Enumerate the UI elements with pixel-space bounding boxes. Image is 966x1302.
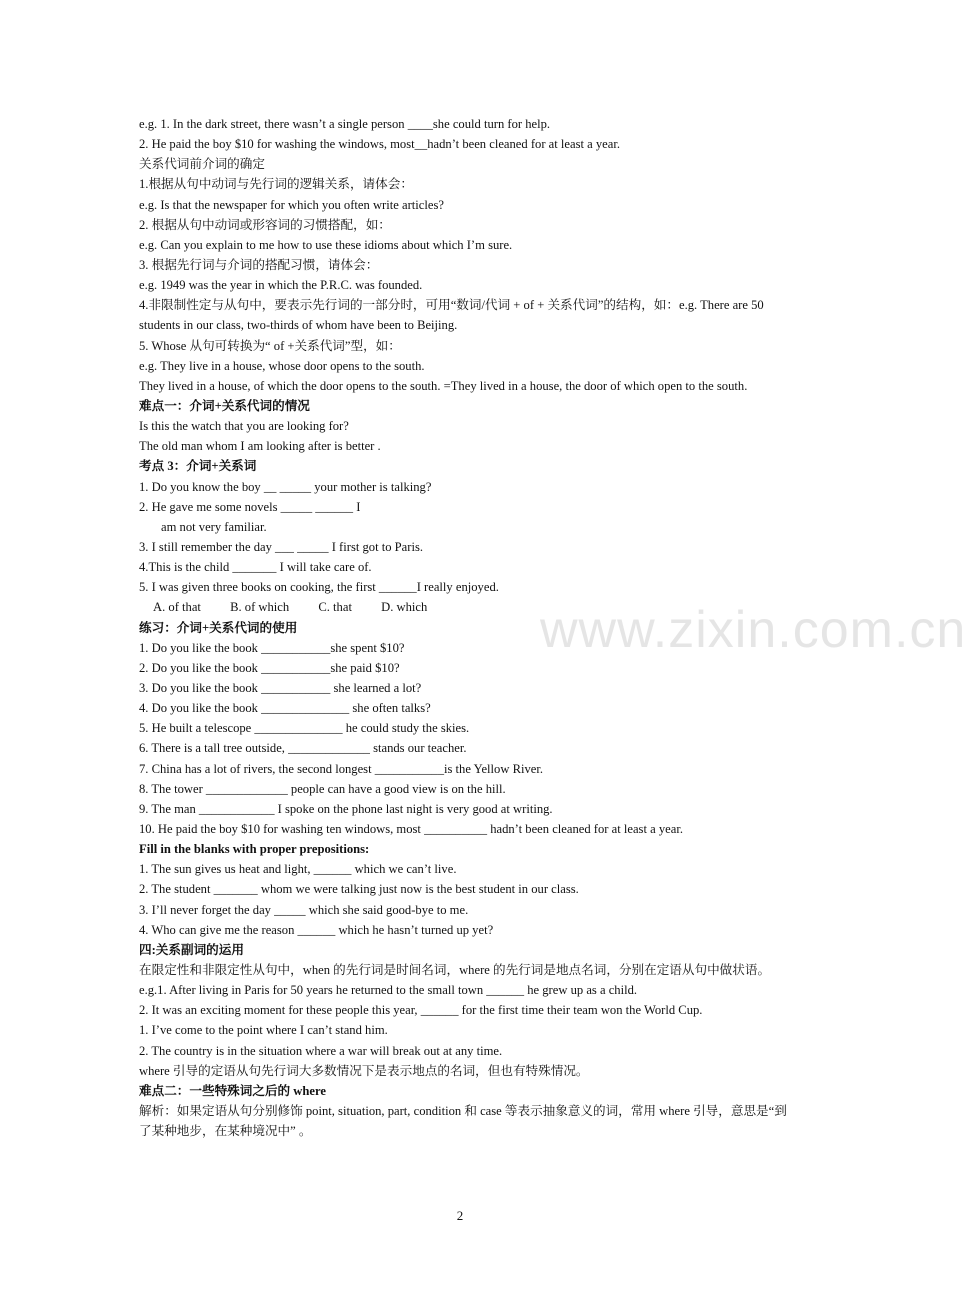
option-d: D. which [381, 600, 428, 615]
section-heading: Fill in the blanks with proper prepositions: [139, 842, 370, 857]
fill-item: 2. The student _______ whom we were talking just now is the best student in our class. [139, 882, 579, 897]
exercise-item-continuation: am not very familiar. [161, 519, 267, 534]
option-b: B. of which [230, 600, 290, 615]
section-heading: 练习：介词+关系代词的使用 [139, 620, 298, 635]
exercise-item: 5. I was given three books on cooking, the first ______I really enjoyed. [139, 580, 499, 595]
text-line: 2. The country is in the situation where a war will break out at any time. [139, 1043, 503, 1058]
text-line: e.g. 1949 was the year in which the P.R.C. was founded. [139, 278, 423, 293]
option-c: C. that [318, 600, 352, 615]
text-line: 5. Whose 从句可转换为“ of +关系代词”型，如： [139, 338, 401, 353]
section-heading: 难点二：一些特殊词之后的 where [139, 1083, 326, 1098]
text-line: 关系代词前介词的确定 [139, 157, 265, 172]
exercise-item: 1. Do you know the boy __ _____ your mother is talking? [139, 479, 432, 494]
text-line: 1. I’ve come to the point where I can’t stand him. [139, 1023, 388, 1038]
text-line: 1.根据从句中动词与先行词的逻辑关系，请体会： [139, 177, 413, 192]
practice-item: 6. There is a tall tree outside, _____________ stands our teacher. [139, 741, 467, 756]
text-line: e.g. They live in a house, whose door opens to the south. [139, 358, 425, 373]
text-line: e.g. Is that the newspaper for which you often write articles? [139, 197, 444, 212]
text-line: 3. 根据先行词与介词的搭配习惯，请体会： [139, 257, 379, 272]
practice-item: 2. Do you like the book ___________she paid $10? [139, 660, 400, 675]
fill-item: 1. The sun gives us heat and light, ______ which we can’t live. [139, 862, 457, 877]
text-line: 2. 根据从句中动词或形容词的习惯搭配，如： [139, 217, 391, 232]
practice-item: 8. The tower _____________ people can have a good view is on the hill. [139, 781, 506, 796]
option-a: A. of that [153, 600, 201, 615]
text-line: where 引导的定语从句先行词大多数情况下是表示地点的名词，但也有特殊情况。 [139, 1063, 589, 1078]
watermark: www.zixin.com.cn [540, 601, 966, 659]
practice-item: 10. He paid the boy $10 for washing ten windows, most __________ hadn’t been cleaned for at least a year. [139, 821, 683, 836]
practice-item: 4. Do you like the book ______________ she often talks? [139, 701, 431, 716]
section-heading: 四:关系副词的运用 [139, 942, 244, 957]
exercise-item: 2. He gave me some novels _____ ______ I [139, 499, 361, 514]
practice-item: 3. Do you like the book ___________ she learned a lot? [139, 680, 422, 695]
section-heading: 考点 3：介词+关系词 [139, 459, 257, 474]
text-line: 2. He paid the boy $10 for washing the windows, most__hadn’t been cleaned for at least a year. [139, 137, 620, 152]
paragraph: 在限定性和非限定性从句中，when 的先行词是时间名词，where 的先行词是地点名词，分别在定语从句中做状语。 [139, 962, 771, 977]
exercise-item: 3. I still remember the day ___ _____ I first got to Paris. [139, 540, 424, 554]
practice-item: 7. China has a lot of rivers, the second longest ___________is the Yellow River. [139, 761, 544, 776]
text-line: e.g. 1. In the dark street, there wasn’t a single person ____she could turn for help. [139, 117, 551, 131]
paragraph: 4.非限制性定与从句中，要表示先行词的一部分时，可用“数词/代词 + of + 关系代词”的结构，如：e.g. There are 50 students in our class, two-thirds of whom have been to Beijing. [139, 298, 764, 333]
document-body [139, 114, 791, 1141]
page-number: 2 [456, 1208, 464, 1223]
practice-item: 9. The man ____________ I spoke on the phone last night is very good at writing. [139, 801, 553, 816]
paragraph: 解析：如果定语从句分别修饰 point, situation, part, condition 和 case 等表示抽象意义的词，常用 where 引导，意思是“到了某种地步，在某种境况中” 。 [139, 1103, 787, 1139]
paragraph: They lived in a house, of which the door opens to the south. =They lived in a house, the door of which open to the south. [139, 378, 748, 393]
practice-item: 5. He built a telescope ______________ he could study the skies. [139, 721, 470, 736]
text-line: 2. It was an exciting moment for these people this year, ______ for the first time their team won the World Cup. [139, 1003, 703, 1018]
text-line: e.g.1. After living in Paris for 50 years he returned to the small town ______ he grew up as a child. [139, 983, 638, 998]
text-line: The old man whom I am looking after is better . [139, 439, 381, 454]
section-heading: 难点一：介词+关系代词的情况 [139, 399, 310, 414]
practice-item: 1. Do you like the book ___________she spent $10? [139, 640, 405, 655]
text-line: Is this the watch that you are looking for? [139, 419, 349, 434]
answer-options [139, 597, 791, 617]
exercise-item: 4.This is the child _______ I will take care of. [139, 560, 372, 575]
fill-item: 3. I’ll never forget the day _____ which she said good-bye to me. [139, 902, 469, 917]
fill-item: 4. Who can give me the reason ______ which he hasn’t turned up yet? [139, 922, 494, 937]
text-line: e.g. Can you explain to me how to use these idioms about which I’m sure. [139, 237, 513, 252]
